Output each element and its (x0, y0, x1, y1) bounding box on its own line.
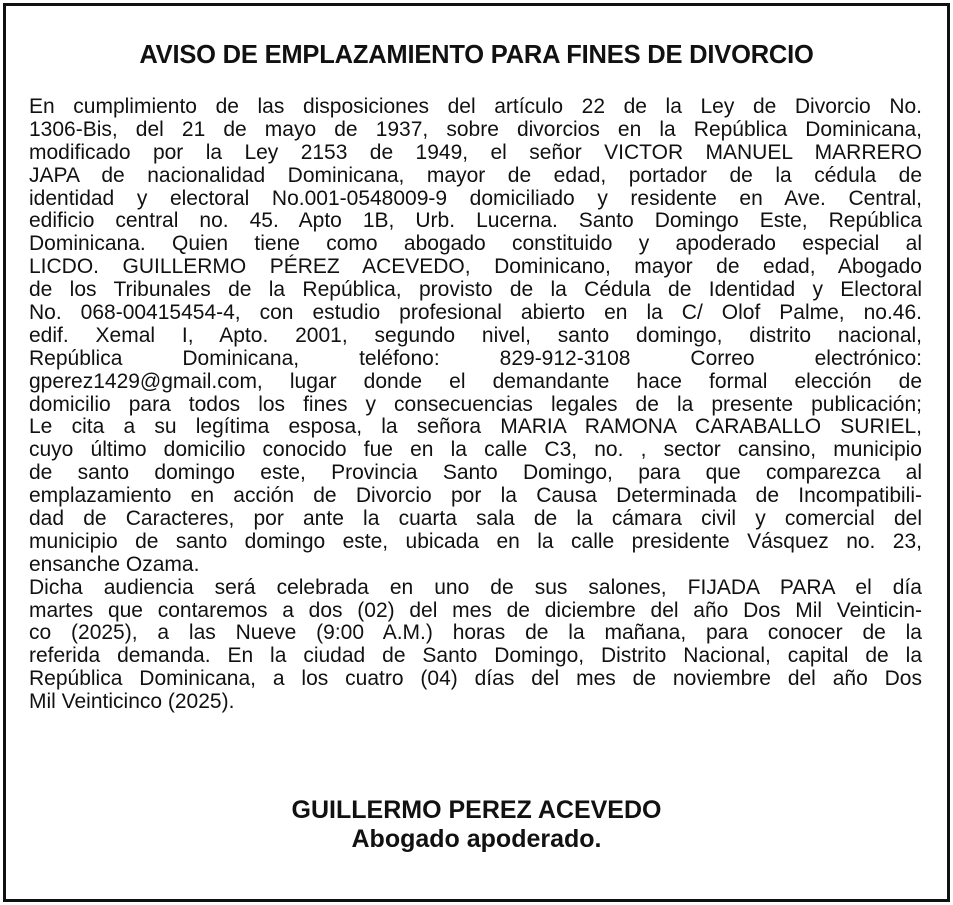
body-line: En cumplimiento de las disposiciones del artículo 22 de la Ley de Divorcio No. (29, 95, 922, 118)
body-line: edificio central no. 45. Apto 1B, Urb. Lucerna. Santo Domingo Este, República (29, 209, 922, 233)
notice-title: AVISO DE EMPLAZAMIENTO PARA FINES DE DIVORCIO (139, 41, 814, 69)
signature-name: GUILLERMO PEREZ ACEVEDO (291, 796, 662, 824)
body-line: dad de Caracteres, por ante la cuarta sala de la cámara civil y comercial del (29, 507, 922, 531)
body-line: LICDO. GUILLERMO PÉREZ ACEVEDO, Dominicano, mayor de edad, Abogado (29, 255, 922, 279)
body-line: República Dominicana, teléfono: 829-912-3108 Correo electrónico: (29, 346, 922, 370)
body-line: No. 068-00415454-4, con estudio profesional abierto en la C/ Olof Palme, no.46. (29, 301, 922, 325)
body-line: Mil Veinticinco (2025). (29, 690, 235, 714)
notice-body (29, 96, 922, 714)
body-line: co (2025), a las Nueve (9:00 A.M.) horas de la mañana, para conocer de la (29, 621, 922, 645)
paragraph-summons (29, 96, 922, 577)
body-line: ensanche Ozama. (29, 552, 200, 576)
body-line: martes que contaremos a dos (02) del mes de diciembre del año Dos Mil Veinticin- (29, 598, 922, 622)
body-line: 1306-Bis, del 21 de mayo de 1937, sobre divorcios en la República Dominicana, (29, 117, 922, 141)
body-line: Le cita a su legítima esposa, la señora MARIA RAMONA CARABALLO SURIEL, (29, 415, 922, 439)
signature-block (6, 796, 947, 854)
body-line: cuyo último domicilio conocido fue en la calle C3, no. , sector cansino, municipio (29, 438, 922, 462)
body-line: referida demanda. En la ciudad de Santo Domingo, Distrito Nacional, capital de la (29, 644, 922, 668)
body-line: República Dominicana, a los cuatro (04) días del mes de noviembre del año Dos (29, 667, 922, 691)
body-line: Dicha audiencia será celebrada en uno de sus salones, FIJADA PARA el día (29, 575, 922, 599)
body-line: Dominicana. Quien tiene como abogado constituido y apoderado especial al (29, 232, 922, 256)
body-line: identidad y electoral No.001-0548009-9 domiciliado y residente en Ave. Central, (29, 186, 922, 210)
signature-role: Abogado apoderado. (351, 825, 602, 853)
body-line: modificado por la Ley 2153 de 1949, el señor VICTOR MANUEL MARRERO (29, 140, 922, 164)
notice-frame (3, 3, 950, 902)
body-line: gperez1429@gmail.com, lugar donde el demandante hace formal elección de (29, 369, 922, 393)
body-line: domicilio para todos los fines y consecuencias legales de la presente publicación; (29, 392, 922, 416)
body-line: de los Tribunales de la República, provisto de la Cédula de Identidad y Electoral (29, 278, 922, 302)
body-line: edif. Xemal I, Apto. 2001, segundo nivel, santo domingo, distrito nacional, (29, 323, 922, 347)
body-line: emplazamiento en acción de Divorcio por la Causa Determinada de Incompatibili- (29, 484, 922, 508)
body-line: de santo domingo este, Provincia Santo Domingo, para que comparezca al (29, 461, 922, 485)
body-line: municipio de santo domingo este, ubicada en la calle presidente Vásquez no. 23, (29, 529, 922, 553)
body-line: JAPA de nacionalidad Dominicana, mayor de edad, portador de la cédula de (29, 163, 922, 187)
paragraph-hearing (29, 577, 922, 714)
